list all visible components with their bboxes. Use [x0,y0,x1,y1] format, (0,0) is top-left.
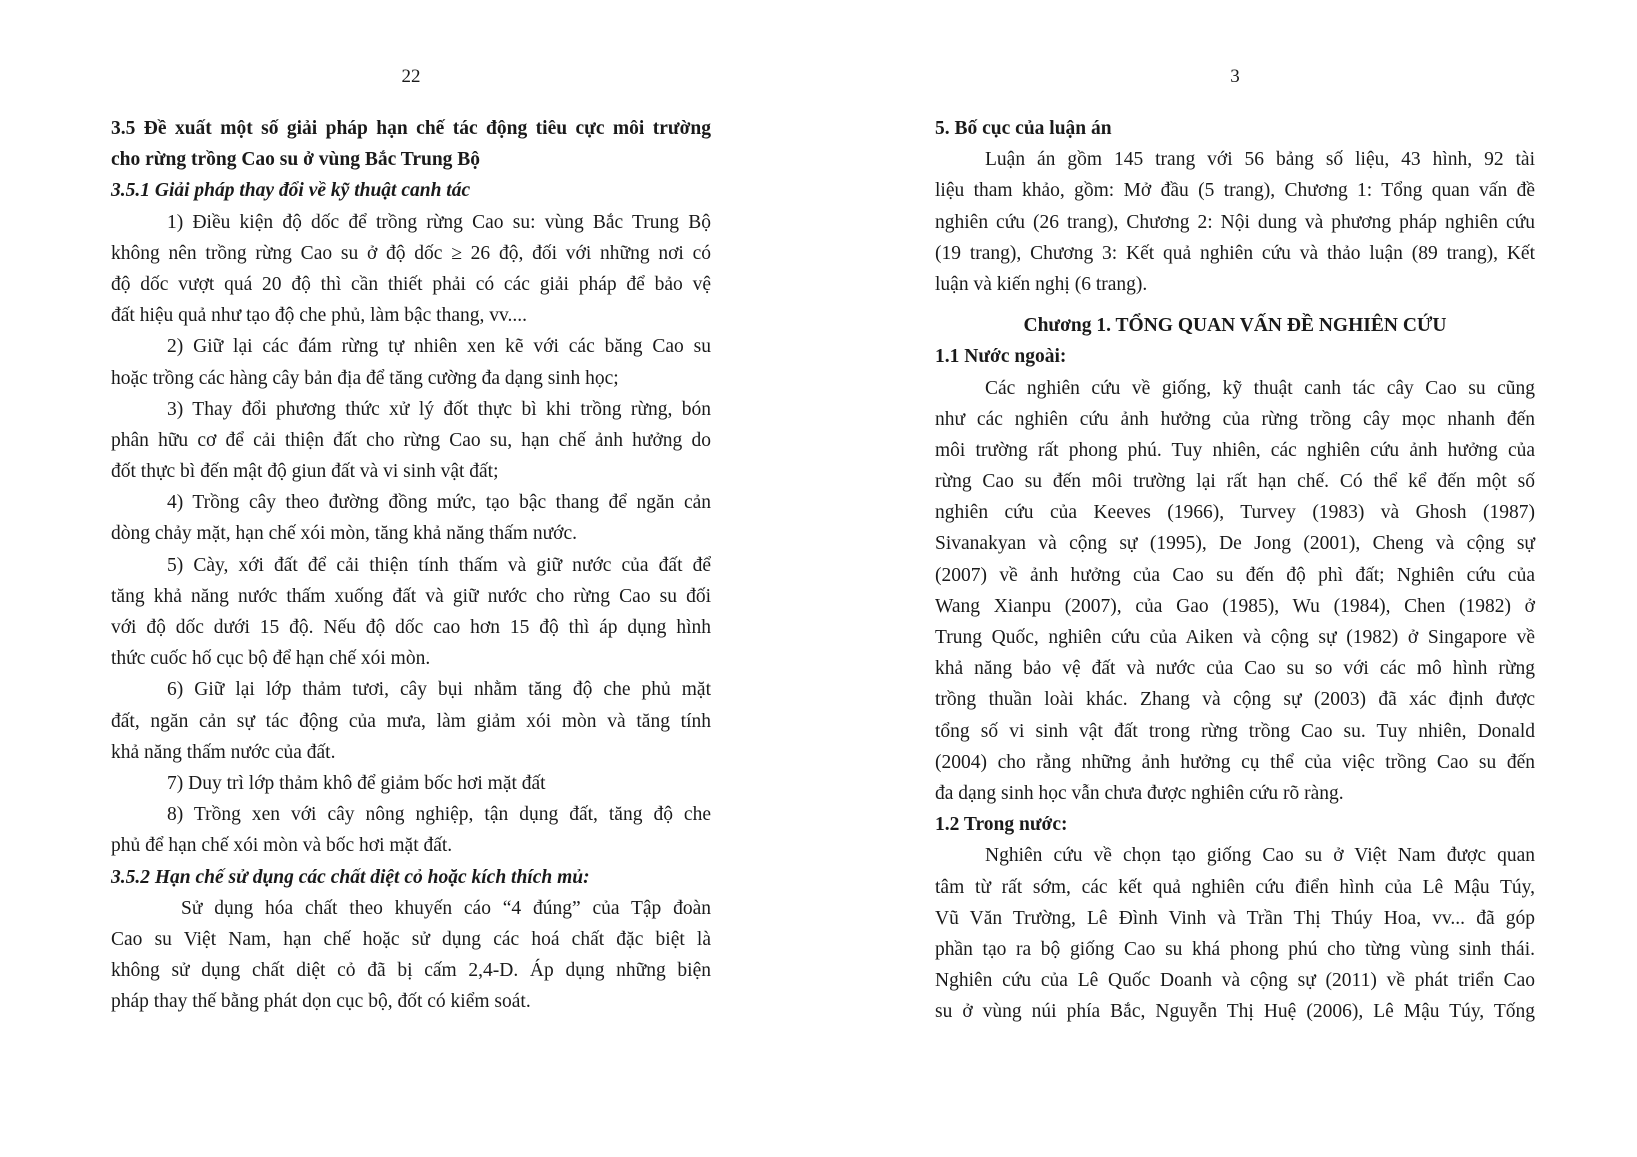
text-line: 2) Giữ lại các đám rừng tự nhiên xen kẽ với các băng Cao su [167,336,711,358]
text-line: rừng Cao su đến môi trường lại rất hạn chế. Có thể kể đến một số [935,471,1535,493]
text-line: 1) Điều kiện độ dốc để trồng rừng Cao su: vùng Bắc Trung Bộ [167,211,711,233]
text-line: khả năng thấm nước của đất. [111,741,336,763]
text-line: (2007) về ảnh hưởng của Cao su đến độ phì đất; Nghiên cứu của [935,564,1535,586]
right-page-number: 3 [1230,66,1240,87]
text-line: pháp thay thế bằng phát dọn cục bộ, đốt có kiểm soát. [111,991,531,1013]
text-line: Sivanakyan và cộng sự (1995), De Jong (2001), Cheng và cộng sự [935,533,1535,555]
text-line: 7) Duy trì lớp thảm khô để giảm bốc hơi mặt đất [167,772,546,794]
text-line: không nên trồng rừng Cao su ở độ dốc ≥ 26 độ, đối với những nơi có [111,242,711,264]
text-line: 5. Bố cục của luận án [935,118,1112,139]
text-line: (19 trang), Chương 3: Kết quả nghiên cứu và thảo luận (89 trang), Kết [935,242,1535,264]
text-line: 4) Trồng cây theo đường đồng mức, tạo bậc thang để ngăn cản [167,492,711,514]
text-line: với độ dốc dưới 15 độ. Nếu độ dốc cao hơn 15 độ thì áp dụng hình [111,617,711,638]
text-line: (2004) cho rằng những ảnh hưởng cụ thể của việc trồng Cao su đến [935,751,1535,773]
text-line: Nghiên cứu của Lê Quốc Doanh và cộng sự (2011) về phát triển Cao [935,970,1535,992]
text-line: thức cuốc hố cục bộ để hạn chế xói mòn. [111,648,431,670]
text-line: đất, ngăn cản sự tác động của mưa, làm giảm xói mòn và tăng tính [111,710,711,732]
text-line: Chương 1. TỔNG QUAN VẤN ĐỀ NGHIÊN CỨU [1023,315,1447,337]
text-line [935,300,1535,310]
text-line: 1.2 Trong nước: [935,814,1068,836]
text-line: luận và kiến nghị (6 trang). [935,273,1148,295]
text-line: Nghiên cứu về chọn tạo giống Cao su ở Việt Nam được quan [985,845,1535,867]
left-page-text [111,113,711,1017]
text-line: cho rừng trồng Cao su ở vùng Bắc Trung Bộ [111,149,481,171]
text-line: Cao su Việt Nam, hạn chế hoặc sử dụng các hoá chất đặc biệt là [111,928,711,950]
left-page [111,0,711,1157]
text-line: Các nghiên cứu về giống, kỹ thuật canh tác cây Cao su cũng [985,377,1535,399]
text-line: Vũ Văn Trường, Lê Đình Vinh và Trần Thị Thúy Hoa, vv... đã góp [935,907,1535,929]
text-line: không sử dụng chất diệt cỏ đã bị cấm 2,4-D. Áp dụng những biện [111,960,711,982]
text-line: 6) Giữ lại lớp thảm tươi, cây bụi nhằm tăng độ che phủ mặt [167,679,711,701]
text-line: 3.5.2 Hạn chế sử dụng các chất diệt cỏ hoặc kích thích mủ: [111,866,590,888]
text-line: tâm từ rất sớm, các kết quả nghiên cứu điển hình của Lê Mậu Túy, [935,876,1535,898]
text-line: đa dạng sinh học vẫn chưa được nghiên cứu rõ ràng. [935,782,1344,804]
text-line: dòng chảy mặt, hạn chế xói mòn, tăng khả năng thấm nước. [111,523,578,545]
text-line: 3.5.1 Giải pháp thay đổi về kỹ thuật canh tác [111,180,471,202]
text-line: 3) Thay đổi phương thức xử lý đốt thực bì khi trồng rừng, bón [167,398,711,420]
text-line: hoặc trồng các hàng cây bản địa để tăng cường đa dạng sinh học; [111,367,619,389]
text-line: nghiên cứu (26 trang), Chương 2: Nội dung và phương pháp nghiên cứu [935,211,1535,233]
text-line: Sử dụng hóa chất theo khuyến cáo “4 đúng” của Tập đoàn [181,897,711,919]
right-page-text [935,113,1535,1027]
text-line: Trung Quốc, nghiên cứu của Aiken và cộng sự (1982) ở Singapore về [935,627,1535,648]
text-line: nghiên cứu của Keeves (1966), Turvey (1983) và Ghosh (1987) [935,502,1535,524]
text-line: phủ để hạn chế xói mòn và bốc hơi mặt đất. [111,835,453,857]
text-line: liệu tham khảo, gồm: Mở đầu (5 trang), Chương 1: Tổng quan vấn đề [935,180,1535,202]
text-line: Luận án gồm 145 trang với 56 bảng số liệu, 43 hình, 92 tài [985,149,1535,171]
text-line: như các nghiên cứu ảnh hưởng của rừng trồng cây mọc nhanh đến [935,408,1535,430]
text-line: 8) Trồng xen với cây nông nghiệp, tận dụng đất, tăng độ che [167,804,711,826]
text-line: môi trường rất phong phú. Tuy nhiên, các nghiên cứu ảnh hưởng của [935,439,1535,461]
left-page-number: 22 [401,66,421,87]
text-line: phần tạo ra bộ giống Cao su khá phong phú cho từng vùng sinh thái. [935,938,1535,960]
text-line: trồng thuần loài khác. Zhang và cộng sự (2003) đã xác định được [935,689,1535,711]
text-line: độ dốc vượt quá 20 độ thì cần thiết phải có các giải pháp để bảo vệ [111,273,711,295]
text-line: tổng số vi sinh vật đất trong rừng trồng Cao su. Tuy nhiên, Donald [935,720,1535,742]
text-line: đất hiệu quả như tạo độ che phủ, làm bậc thang, vv.... [111,305,527,327]
text-line: 1.1 Nước ngoài: [935,346,1067,368]
text-line: 5) Cày, xới đất để cải thiện tính thấm và giữ nước của đất để [167,554,711,576]
right-page [935,0,1535,1157]
text-line: tăng khả năng nước thấm xuống đất và giữ nước cho rừng Cao su đối [111,585,711,607]
text-line: 3.5 Đề xuất một số giải pháp hạn chế tác động tiêu cực môi trường [111,118,711,139]
text-line: su ở vùng núi phía Bắc, Nguyễn Thị Huệ (2006), Lê Mậu Túy, Tống [935,1001,1535,1023]
text-line: Wang Xianpu (2007), của Gao (1985), Wu (1984), Chen (1982) ở [935,595,1535,617]
text-line: đốt thực bì đến mật độ giun đất và vi sinh vật đất; [111,461,499,483]
text-line: phân hữu cơ để cải thiện đất cho rừng Cao su, hạn chế ảnh hưởng do [111,429,711,451]
text-line: khả năng bảo vệ đất và nước của Cao su so với các mô hình rừng [935,658,1535,680]
